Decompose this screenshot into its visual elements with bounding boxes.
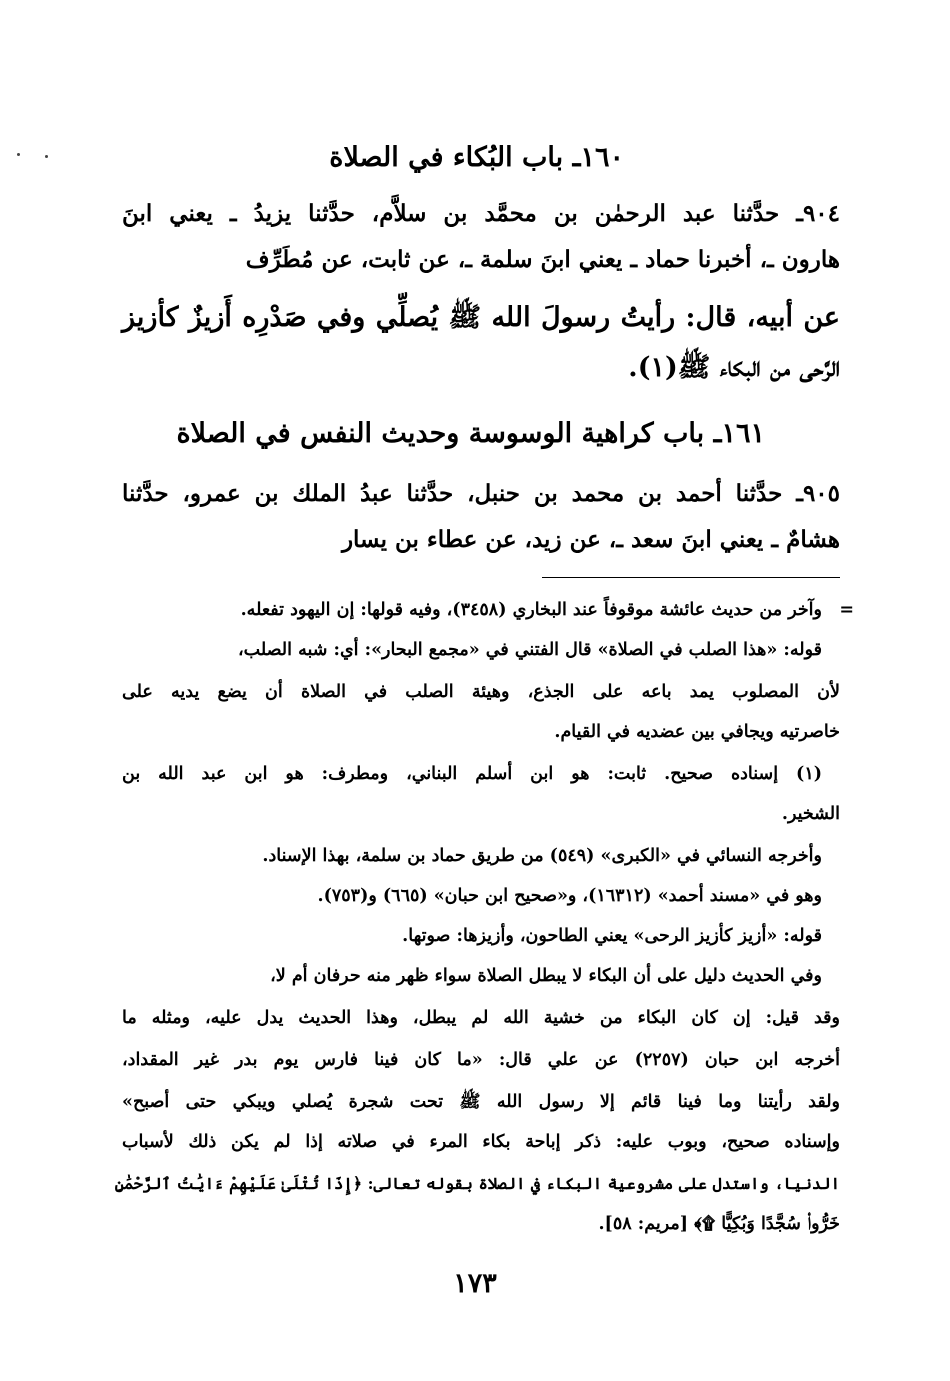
footnote-line: لأن المصلوب يمد باعه على الجذع، وهيئة الصلب في الصلاة أن يضع يديه على <box>122 682 840 702</box>
footnote-line: الشخير. <box>781 804 840 824</box>
hadith-904-line-1: ٩٠٤ـ حدَّثنا عبد الرحمٰن بن محمَّد بن سلاَّم، حدَّثنا يزيدُ ـ يعني ابنَ <box>122 200 840 227</box>
chapter-heading-161: ١٦١ـ باب كراهية الوسوسة وحديث النفس في الصلاة <box>176 418 765 449</box>
footnote-line: وقد قيل: إن كان البكاء من خشية الله لم يبطل، وهذا الحديث يدل عليه، ومثله ما <box>122 1008 840 1028</box>
footnote-line: أخرجه ابن حبان (٢٢٥٧) عن علي قال: «ما كان فينا فارس يوم بدر غير المقداد، <box>122 1050 840 1070</box>
hadith-904-matn-line-2: الرَّحى من البكاء ﷺ(١). <box>628 352 840 383</box>
footnote-line: وأخرجه النسائي في «الكبرى» (٥٤٩) من طريق حماد بن سلمة، بهذا الإسناد. <box>262 846 822 866</box>
scan-speck <box>45 155 48 158</box>
footnote-line: قوله: «أزيز كأزيز الرحى» يعني الطاحون، وأزيزها: صوتها. <box>402 926 822 946</box>
hadith-904-line-2: هارون ـ، أخبرنا حماد ـ يعني ابنَ سلمة ـ، عن ثابت، عن مُطَرِّف <box>245 246 840 273</box>
footnote-continuation-marker: = <box>839 600 854 620</box>
footnote-line: وفي الحديث دليل على أن البكاء لا يبطل الصلاة سواء ظهر منه حرفان أم لا، <box>270 966 822 986</box>
footnote-separator <box>542 577 840 578</box>
footnote-line-quran-end: خَرُّوا۟ سُجَّدًا وَبُكِيًّا ۩﴾ [مريم: ٥٨]. <box>598 1214 840 1234</box>
scan-speck <box>17 153 20 156</box>
footnote-line: خاصرتيه ويجافي بين عضديه في القيام. <box>554 722 840 742</box>
chapter-heading-160: ١٦٠ـ باب البُكاء في الصلاة <box>329 142 624 173</box>
footnote-line-quran: الدنيا، واستدل على مشروعية البكاء في الصلاة بقوله تعالى: ﴿إِذَا تُتْلَىٰ عَلَيْهِمْ ءَايَٰتُ ٱلرَّحْمَٰنِ <box>114 1174 840 1193</box>
footnote-line: وهو في «مسند أحمد» (١٦٣١٢)، و«صحيح ابن حبان» (٦٦٥) و(٧٥٣). <box>317 886 822 906</box>
hadith-905-line-2: هشامٌ ـ يعني ابنَ سعد ـ، عن زيد، عن عطاء بن يسار <box>341 526 840 553</box>
page-number: ١٧٣ <box>453 1268 497 1299</box>
hadith-905-line-1: ٩٠٥ـ حدَّثنا أحمد بن محمد بن حنبل، حدَّثنا عبدُ الملك بن عمرو، حدَّثنا <box>122 480 840 507</box>
footnote-line: قوله: «هذا الصلب في الصلاة» قال الفتني في «مجمع البحار»: أي: شبه الصلب، <box>237 640 822 660</box>
footnote-line: وآخر من حديث عائشة موقوفاً عند البخاري (٣٤٥٨)، وفيه قولها: إن اليهود تفعله. <box>240 600 822 620</box>
hadith-904-matn-line-1: عن أبيه، قال: رأيتُ رسولَ الله ﷺ يُصلِّي وفي صَدْرِه أَزيزٌ كأزيز <box>122 302 840 333</box>
footnote-line: ولقد رأيتنا وما فينا قائم إلا رسول الله ﷺ تحت شجرة يُصلي ويبكي حتى أصبح» <box>122 1092 840 1112</box>
footnote-line: وإسناده صحيح، وبوب عليه: ذكر إباحة بكاء المرء في صلاته إذا لم يكن ذلك لأسباب <box>122 1132 840 1152</box>
footnote-1-line: (١) إسناده صحيح. ثابت: هو ابن أسلم البناني، ومطرف: هو ابن عبد الله بن <box>122 764 822 784</box>
